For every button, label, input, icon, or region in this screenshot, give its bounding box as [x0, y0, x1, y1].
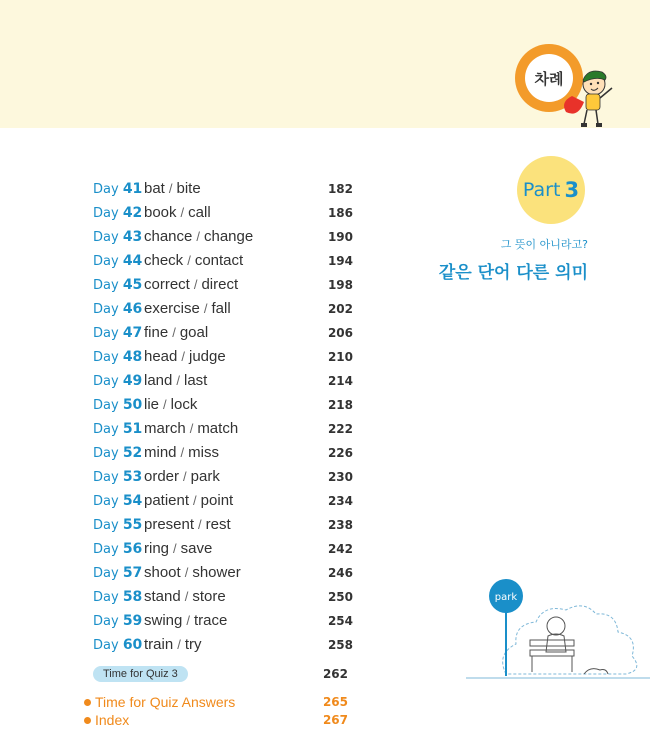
separator: /	[181, 349, 185, 364]
word-1: train	[144, 636, 174, 653]
word-2: fall	[211, 300, 231, 317]
word-2: call	[188, 204, 211, 221]
separator: /	[186, 613, 190, 628]
day-label: Day 48	[93, 349, 143, 365]
day-label: Day 44	[93, 253, 143, 269]
toc-row[interactable]	[93, 444, 353, 464]
toc-row[interactable]	[93, 276, 353, 296]
word-pair	[144, 468, 313, 485]
word-2: shower	[192, 564, 241, 581]
word-1: fine	[144, 324, 169, 341]
day-label: Day 50	[93, 397, 143, 413]
toc-row[interactable]	[93, 180, 353, 200]
day-label: Day 41	[93, 181, 143, 197]
page-number: 238	[327, 518, 353, 532]
page-number: 202	[327, 302, 353, 316]
page-number: 182	[327, 182, 353, 196]
word-1: shoot	[144, 564, 181, 581]
toc-row[interactable]	[93, 636, 353, 656]
flying-kid-illustration	[558, 62, 618, 134]
separator: /	[180, 445, 185, 460]
page-number: 190	[327, 230, 353, 244]
word-1: order	[144, 468, 180, 485]
page-number: 214	[327, 374, 353, 388]
word-1: patient	[144, 492, 190, 509]
page-number: 258	[327, 638, 353, 652]
word-pair	[144, 180, 313, 197]
toc-row[interactable]	[93, 588, 353, 608]
word-2: point	[200, 492, 234, 509]
separator: /	[193, 277, 198, 292]
answers-label: Time for Quiz Answers	[95, 694, 236, 710]
word-1: swing	[144, 612, 183, 629]
page-number: 186	[327, 206, 353, 220]
day-label: Day 55	[93, 517, 143, 533]
bullet-icon	[84, 699, 91, 706]
day-label: Day 43	[93, 229, 143, 245]
word-1: stand	[144, 588, 181, 605]
day-label: Day 49	[93, 373, 143, 389]
word-1: march	[144, 420, 186, 437]
page-number: 234	[327, 494, 353, 508]
toc-row[interactable]	[93, 540, 353, 560]
word-2: judge	[189, 348, 226, 365]
separator: /	[193, 493, 197, 508]
word-pair	[144, 492, 313, 509]
separator: /	[176, 373, 180, 388]
page-number: 242	[327, 542, 353, 556]
word-pair	[144, 252, 313, 269]
page-number: 222	[327, 422, 353, 436]
bullet-icon	[84, 717, 91, 724]
answers-page: 265	[322, 695, 348, 709]
word-2: contact	[194, 252, 244, 269]
separator: /	[189, 421, 194, 436]
day-label: Day 46	[93, 301, 143, 317]
separator: /	[203, 301, 208, 316]
page-number: 254	[327, 614, 353, 628]
day-label: Day 42	[93, 205, 143, 221]
word-2: miss	[188, 444, 219, 461]
word-2: try	[184, 636, 202, 653]
separator: /	[198, 517, 202, 532]
word-1: land	[144, 372, 173, 389]
word-pair	[144, 300, 313, 317]
word-pair	[144, 564, 313, 581]
word-pair	[144, 444, 313, 461]
word-1: ring	[144, 540, 170, 557]
part-badge	[517, 156, 585, 224]
index-entry[interactable]	[84, 711, 348, 729]
day-label: Day 53	[93, 469, 143, 485]
page-number: 210	[327, 350, 353, 364]
part-title: 같은 단어 다른 의미	[438, 263, 588, 283]
toc-row[interactable]	[93, 396, 353, 416]
answers-entry[interactable]	[84, 693, 348, 711]
word-1: lie	[144, 396, 160, 413]
separator: /	[196, 229, 200, 244]
park-illustration	[466, 574, 650, 684]
part-subtitle: 그 뜻이 아니라고?	[500, 238, 588, 251]
page-number: 246	[327, 566, 353, 580]
toc-row[interactable]	[93, 300, 353, 320]
word-pair	[144, 276, 313, 293]
word-2: match	[197, 420, 239, 437]
word-1: bat	[144, 180, 165, 197]
toc-row[interactable]	[93, 204, 353, 224]
park-sign-text: park	[494, 592, 518, 603]
word-2: store	[192, 588, 226, 605]
toc-row[interactable]	[93, 324, 353, 344]
separator: /	[177, 637, 181, 652]
word-2: direct	[201, 276, 239, 293]
word-1: exercise	[144, 300, 200, 317]
quiz-3-label[interactable]: Time for Quiz 3	[93, 666, 188, 682]
index-label: Index	[95, 712, 130, 728]
word-2: goal	[179, 324, 209, 341]
separator: /	[180, 205, 185, 220]
word-pair	[144, 228, 313, 245]
word-2: park	[190, 468, 220, 485]
word-pair	[144, 516, 313, 533]
word-pair	[144, 612, 313, 629]
separator: /	[183, 469, 187, 484]
toc-row[interactable]	[93, 348, 353, 368]
toc-row[interactable]	[93, 612, 353, 632]
word-2: save	[180, 540, 213, 557]
word-pair	[144, 420, 313, 437]
page-number: 226	[327, 446, 353, 460]
word-2: bite	[176, 180, 201, 197]
word-2: lock	[170, 396, 198, 413]
part-number: 3	[564, 178, 580, 202]
day-label: Day 56	[93, 541, 143, 557]
toc-row[interactable]	[93, 516, 353, 536]
toc-row[interactable]	[93, 252, 353, 272]
page-number: 250	[327, 590, 353, 604]
word-1: mind	[144, 444, 177, 461]
day-label: Day 60	[93, 637, 143, 653]
toc-row[interactable]	[93, 420, 353, 440]
page-number: 218	[327, 398, 353, 412]
separator: /	[163, 397, 167, 412]
toc-row[interactable]	[93, 492, 353, 512]
toc-row[interactable]	[93, 564, 353, 584]
word-pair	[144, 636, 313, 653]
separator: /	[168, 181, 173, 196]
contents-badge-label: 차례	[525, 54, 573, 102]
day-label: Day 47	[93, 325, 143, 341]
word-pair	[144, 204, 313, 221]
separator: /	[184, 565, 189, 580]
day-label: Day 59	[93, 613, 143, 629]
separator: /	[172, 325, 176, 340]
page-number: 194	[327, 254, 353, 268]
word-pair	[144, 540, 313, 557]
toc-row[interactable]	[93, 228, 353, 248]
word-pair	[144, 348, 313, 365]
word-1: chance	[144, 228, 193, 245]
separator: /	[173, 541, 177, 556]
day-label: Day 57	[93, 565, 143, 581]
day-label: Day 58	[93, 589, 143, 605]
word-pair	[144, 588, 313, 605]
word-2: last	[183, 372, 208, 389]
day-label: Day 51	[93, 421, 143, 437]
separator: /	[184, 589, 189, 604]
word-pair	[144, 372, 313, 389]
page-number: 230	[327, 470, 353, 484]
toc-row[interactable]	[93, 372, 353, 392]
word-2: rest	[205, 516, 231, 533]
word-1: present	[144, 516, 195, 533]
word-1: check	[144, 252, 184, 269]
word-2: change	[204, 228, 254, 245]
day-label: Day 45	[93, 277, 143, 293]
index-page: 267	[322, 713, 348, 727]
quiz-3-page: 262	[322, 667, 348, 681]
separator: /	[187, 253, 191, 268]
word-1: head	[144, 348, 178, 365]
word-1: correct	[144, 276, 190, 293]
part-word: Part	[522, 179, 561, 201]
word-1: book	[144, 204, 177, 221]
word-pair	[144, 324, 313, 341]
word-pair	[144, 396, 313, 413]
toc-row[interactable]	[93, 468, 353, 488]
word-2: trace	[193, 612, 228, 629]
day-label: Day 54	[93, 493, 143, 509]
page-number: 206	[327, 326, 353, 340]
day-label: Day 52	[93, 445, 143, 461]
page-number: 198	[327, 278, 353, 292]
